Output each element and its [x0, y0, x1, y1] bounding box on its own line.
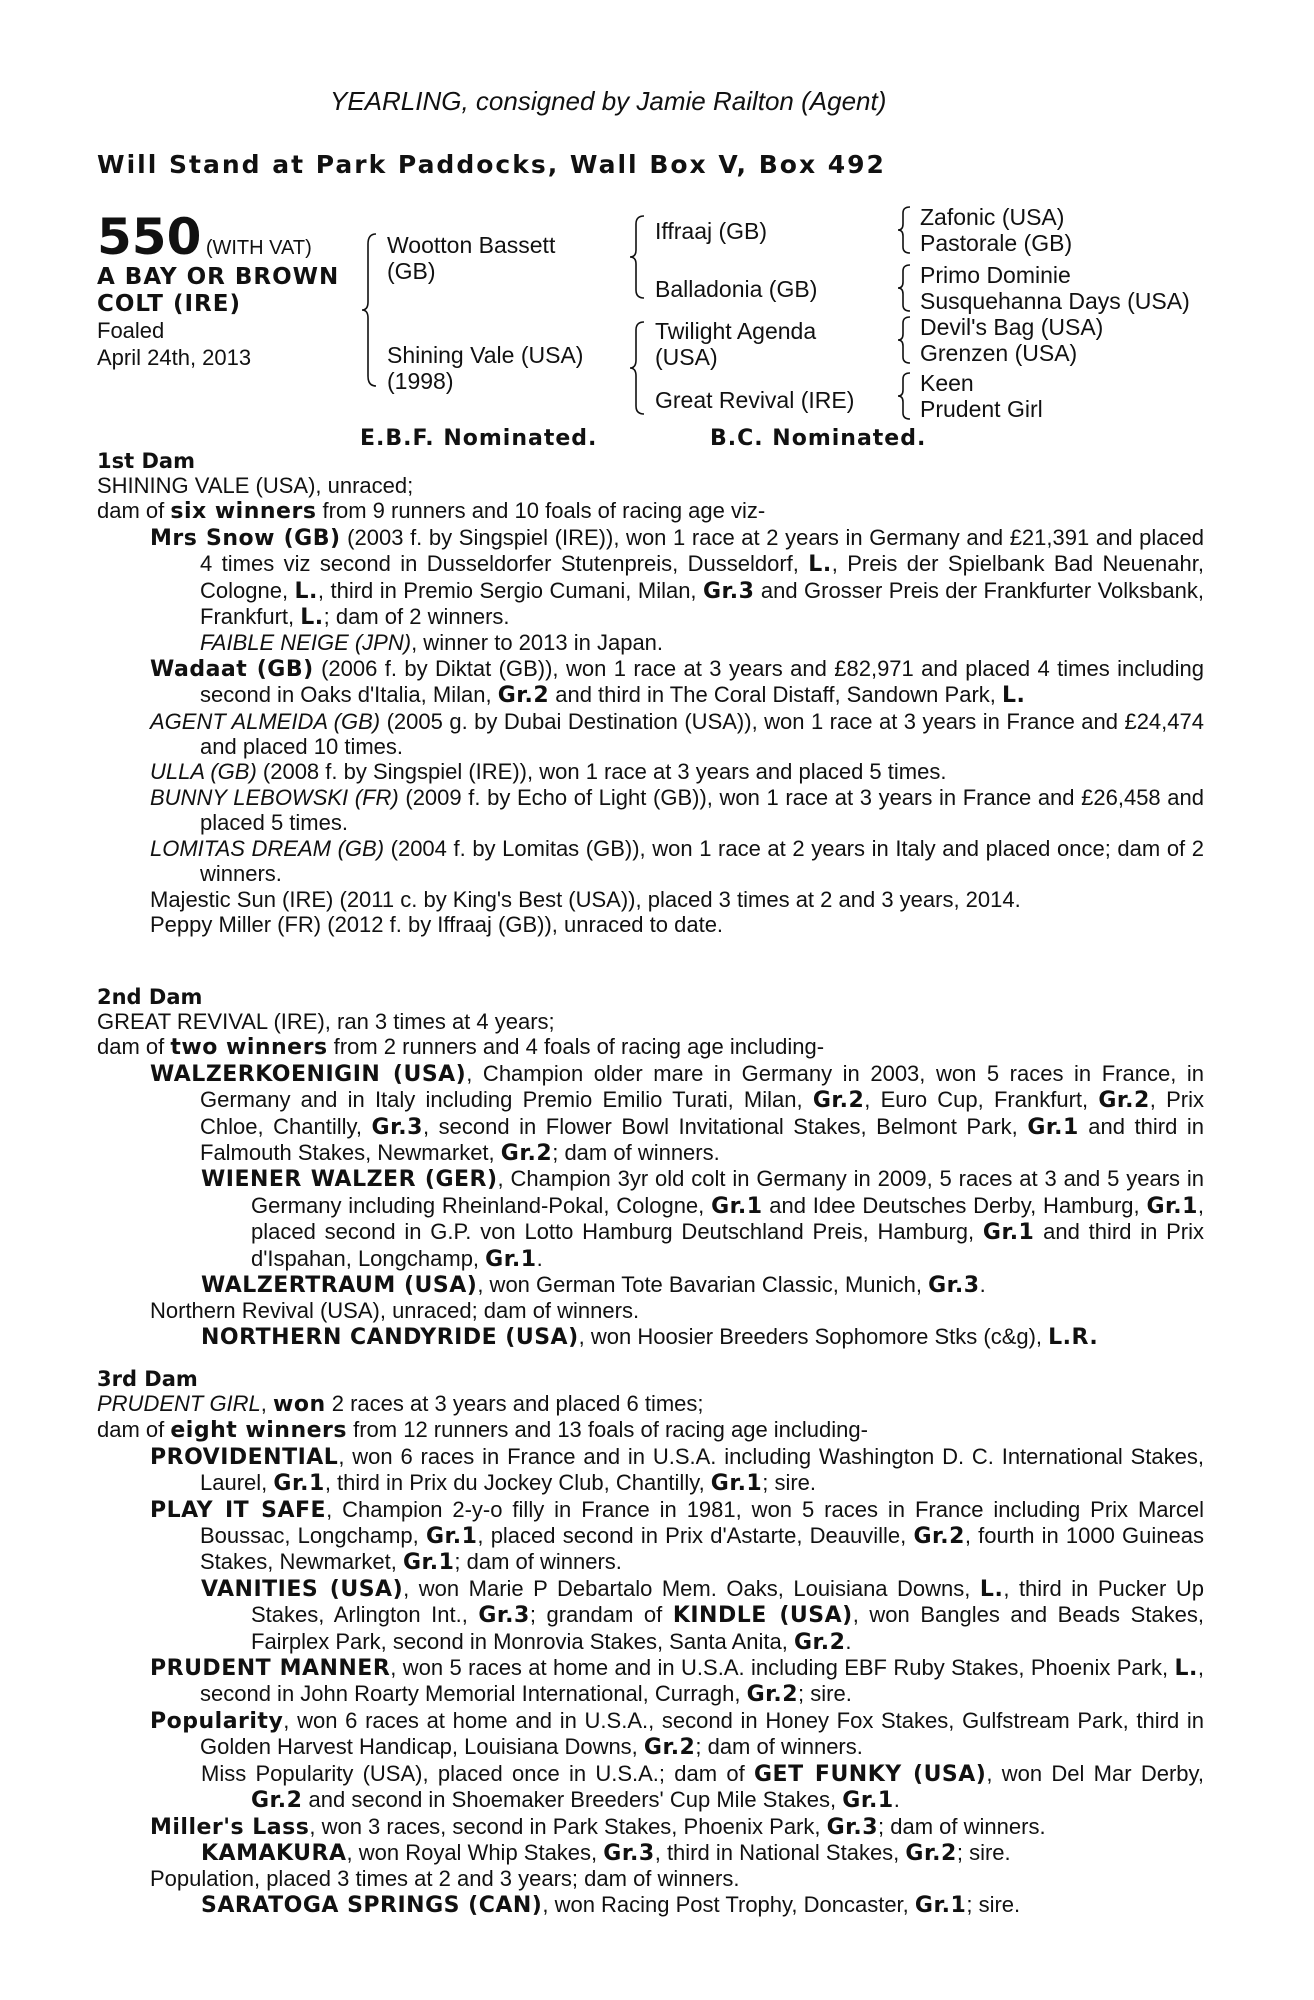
- text: .: [893, 1787, 900, 1813]
- text: , second in John Roarty Memorial International, Curragh,: [200, 1655, 1204, 1707]
- grade: Gr.1: [914, 1892, 967, 1918]
- third-dam-record: [97, 1417, 1204, 1443]
- text: (2008 f. by Singspiel (IRE)), won 1 race at 3 years and placed 5 times.: [256, 759, 947, 785]
- g3-susquehanna-days: Susquehanna Days (USA): [920, 288, 1190, 314]
- horse-name: Wadaat (GB): [150, 656, 314, 682]
- grade: L.: [1174, 1656, 1198, 1682]
- text: (2003 f. by Singspiel (IRE)), won 1 race at 2 years in Germany and £21,391 and placed 4 times viz second in Dusseldorfer Stutenpreis, Dusseldorf,: [200, 524, 1204, 577]
- sire-country: (GB): [387, 258, 436, 284]
- text: , won Royal Whip Stakes,: [346, 1839, 604, 1865]
- text: from 12 runners and 13 foals of racing age including-: [346, 1417, 868, 1443]
- progeny-wadaat: [97, 656, 1204, 709]
- text: , won Del Mar Derby,: [986, 1760, 1205, 1786]
- second-dam-heading: 2nd Dam: [97, 985, 203, 1009]
- text: , placed second in G.P. von Lotto Hamburg Deutschland Preis, Hamburg,: [251, 1192, 1204, 1245]
- progeny-popularity: [97, 1708, 1204, 1761]
- progeny-faible-neige: [97, 630, 1204, 655]
- dam-sire-country: (USA): [655, 344, 718, 370]
- second-dam-record: [97, 1034, 1204, 1060]
- text: , won 6 races at home and in U.S.A., second in Honey Fox Stakes, Gulfstream Park, third in Golden Harvest Handicap, Louisiana Downs,: [200, 1707, 1204, 1760]
- grade: Gr.2: [497, 683, 550, 709]
- third-dam-section: [97, 1367, 1204, 1918]
- text: , won 3 races, second in Park Stakes, Phoenix Park,: [309, 1813, 827, 1839]
- text: and third in Falmouth Stakes, Newmarket,: [200, 1113, 1204, 1166]
- first-dam-heading: 1st Dam: [97, 449, 195, 473]
- text: .: [536, 1245, 543, 1271]
- grade: Gr.3: [371, 1114, 423, 1140]
- foaled-label: Foaled: [97, 318, 165, 343]
- grade: L.R.: [1048, 1324, 1099, 1350]
- text: , won Bangles and Beads Stakes, Fairplex Park, second in Monrovia Stakes, Santa Anita,: [251, 1602, 1204, 1654]
- winners-count: six winners: [170, 499, 317, 525]
- text: and Grosser Preis der Frankfurter Volksbank, Frankfurt,: [200, 577, 1204, 630]
- horse-name: FAIBLE NEIGE (JPN): [200, 630, 412, 656]
- dam-year: (1998): [387, 368, 454, 394]
- progeny-ulla: [97, 759, 1204, 784]
- horse-name: VANITIES (USA): [201, 1576, 404, 1602]
- lot-description-2: COLT (IRE): [97, 291, 241, 317]
- text: , Champion 3yr old colt in Germany in 2009, 5 races at 3 and 5 years in Germany including Rheinland-Pokal, Cologne,: [251, 1166, 1204, 1218]
- progeny-prudent-manner: [97, 1655, 1204, 1708]
- dam: [387, 342, 583, 394]
- text: , won Marie P Debartalo Mem. Oaks, Louisiana Downs,: [403, 1575, 980, 1601]
- text: , Prix Chloe, Chantilly,: [200, 1087, 1204, 1139]
- progeny-population: Population, placed 3 times at 2 and 3 years; dam of winners.: [150, 1866, 740, 1892]
- horse-name: KAMAKURA: [201, 1840, 347, 1866]
- progeny-vanities: [97, 1576, 1204, 1655]
- pedigree-brace-4: [896, 204, 914, 256]
- text: ,: [260, 1391, 274, 1416]
- text: , Champion older mare in Germany in 2003, won 5 races in France, in Germany and in Italy including Premio Emilio Turati, Milan,: [200, 1060, 1204, 1113]
- progeny-walzertraum: [97, 1272, 1204, 1298]
- pedigree-brace-6: [896, 314, 914, 366]
- text: , won 6 races in France and in U.S.A. including Washington D. C. International Stakes, Laurel,: [200, 1443, 1204, 1496]
- stand-location: Will Stand at Park Paddocks, Wall Box V, Box 492: [97, 150, 886, 179]
- bc-nominated: B.C. Nominated.: [710, 426, 927, 451]
- grade: L.: [979, 1576, 1004, 1602]
- grade: Gr.2: [500, 1141, 553, 1167]
- grade: Gr.2: [812, 1088, 865, 1114]
- g3-zafonic: Zafonic (USA): [920, 204, 1065, 230]
- g3-keen: Keen: [920, 370, 974, 396]
- horse-name: WALZERTRAUM (USA): [201, 1273, 478, 1299]
- g3-pastorale: Pastorale (GB): [920, 230, 1073, 256]
- winners-count: two winners: [170, 1035, 328, 1061]
- text: ; sire.: [966, 1891, 1021, 1917]
- horse-name: Miller's Lass: [150, 1814, 310, 1840]
- grade: Gr.1: [425, 1524, 478, 1550]
- text: dam of: [97, 1417, 171, 1443]
- progeny-bunny-lebowski: [97, 785, 1204, 836]
- g3-primo-dominie: Primo Dominie: [920, 262, 1071, 288]
- text: .: [845, 1628, 852, 1654]
- horse-name: NORTHERN CANDYRIDE (USA): [201, 1324, 579, 1350]
- sire-dam: Balladonia (GB): [655, 276, 818, 302]
- text: , third in National Stakes,: [654, 1839, 906, 1865]
- text: dam of: [97, 498, 171, 524]
- text: , won Racing Post Trophy, Doncaster,: [542, 1891, 915, 1917]
- text: 2 races at 3 years and placed 6 times;: [325, 1391, 704, 1416]
- sire: [387, 232, 555, 284]
- text: ; dam of winners.: [878, 1813, 1046, 1839]
- text: , Euro Cup, Frankfurt,: [864, 1087, 1099, 1113]
- grade: Gr.1: [273, 1471, 325, 1497]
- text: (2009 f. by Echo of Light (GB)), won 1 race at 3 years in France and £26,458 and placed 5 times.: [200, 784, 1204, 836]
- dam-name: PRUDENT GIRL: [97, 1391, 261, 1416]
- text: , fourth in 1000 Guineas Stakes, Newmarket,: [200, 1523, 1204, 1575]
- text: , placed second in Prix d'Astarte, Deauville,: [477, 1523, 914, 1549]
- progeny-providential: [97, 1444, 1204, 1497]
- g3-prudent-girl: Prudent Girl: [920, 396, 1043, 422]
- sire-sire: Iffraaj (GB): [655, 218, 768, 244]
- grade: Gr.1: [711, 1193, 763, 1219]
- text: , third in Pucker Up Stakes, Arlington Int.,: [251, 1575, 1204, 1628]
- grade: Gr.1: [982, 1220, 1035, 1246]
- third-dam-name: [97, 1391, 1204, 1417]
- text: , second in Flower Bowl Invitational Stakes, Belmont Park,: [422, 1113, 1028, 1139]
- second-dam-name: GREAT REVIVAL (IRE), ran 3 times at 4 years;: [97, 1009, 555, 1034]
- grade: Gr.2: [1098, 1088, 1150, 1114]
- text: won: [273, 1392, 326, 1417]
- lot-description-1: A BAY OR BROWN: [97, 264, 340, 290]
- progeny-wiener-walzer: [97, 1166, 1204, 1272]
- horse-name: SARATOGA SPRINGS (CAN): [201, 1892, 543, 1918]
- lot-number: 550: [97, 208, 202, 266]
- pedigree-brace-1: [360, 230, 380, 390]
- horse-name: Popularity: [150, 1708, 284, 1734]
- grade: Gr.1: [402, 1550, 455, 1576]
- pedigree-brace-7: [896, 370, 914, 422]
- pedigree-brace-3: [628, 318, 648, 418]
- grade: Gr.1: [1146, 1193, 1198, 1219]
- progeny-lomitas-dream: [97, 836, 1204, 887]
- grade: Gr.2: [746, 1682, 799, 1708]
- text: , won German Tote Bavarian Classic, Munich,: [477, 1272, 929, 1298]
- horse-name: Mrs Snow (GB): [150, 525, 341, 551]
- horse-name: LOMITAS DREAM (GB): [150, 835, 385, 861]
- winners-count: eight winners: [170, 1418, 347, 1444]
- dam-dam: Great Revival (IRE): [655, 387, 855, 413]
- first-dam-section: [97, 449, 1204, 937]
- grade: L.: [1002, 683, 1026, 709]
- first-dam-name: SHINING VALE (USA), unraced;: [97, 473, 414, 498]
- progeny-walzerkoenigin: [97, 1061, 1204, 1167]
- grade: Gr.1: [842, 1788, 894, 1814]
- text: dam of: [97, 1034, 171, 1060]
- text: ; dam of winners.: [454, 1549, 622, 1575]
- progeny-peppy-miller: Peppy Miller (FR) (2012 f. by Iffraaj (GB)), unraced to date.: [150, 911, 724, 937]
- text: , Champion 2-y-o filly in France in 1981, won 5 races in France including Prix Marcel Boussac, Longchamp,: [200, 1496, 1204, 1549]
- progeny-northern-revival: Northern Revival (USA), unraced; dam of winners.: [150, 1298, 640, 1324]
- consignment-heading: YEARLING, consigned by Jamie Railton (Agent): [330, 86, 887, 116]
- progeny-play-it-safe: [97, 1497, 1204, 1576]
- text: , third in Prix du Jockey Club, Chantilly,: [324, 1470, 711, 1496]
- g3-devils-bag: Devil's Bag (USA): [920, 314, 1104, 340]
- text: Miss Popularity (USA), placed once in U.S.A.; dam of: [201, 1760, 754, 1786]
- progeny-kamakura: [97, 1840, 1204, 1866]
- grade: Gr.3: [703, 578, 755, 604]
- progeny-majestic-sun: Majestic Sun (IRE) (2011 c. by King's Best (USA)), placed 3 times at 2 and 3 years, 2014.: [150, 886, 1021, 912]
- text: (2006 f. by Diktat (GB)), won 1 race at 3 years and £82,971 and placed 4 times including second in Oaks d'Italia, Milan,: [200, 655, 1204, 708]
- grade: Gr.3: [826, 1814, 879, 1840]
- sire-name: Wootton Bassett: [387, 232, 556, 258]
- grade: Gr.1: [1027, 1114, 1079, 1140]
- text: , won Hoosier Breeders Sophomore Stks (c&g),: [578, 1323, 1049, 1349]
- text: ; sire.: [762, 1470, 817, 1496]
- text: .: [979, 1272, 986, 1298]
- grade: Gr.2: [913, 1524, 965, 1550]
- dam-sire: [655, 318, 816, 370]
- text: ; dam of winners.: [552, 1140, 720, 1166]
- horse-name: ULLA (GB): [150, 759, 257, 785]
- grade: Gr.1: [710, 1471, 763, 1497]
- text: ; sire.: [956, 1839, 1011, 1865]
- first-dam-record: [97, 498, 1204, 524]
- progeny-northern-candyride: [97, 1324, 1204, 1350]
- grade: Gr.3: [928, 1273, 980, 1299]
- text: and second in Shoemaker Breeders' Cup Mile Stakes,: [302, 1787, 843, 1813]
- grade: L.: [300, 605, 324, 631]
- grade: Gr.2: [793, 1629, 846, 1655]
- text: , third in Premio Sergio Cumani, Milan,: [317, 577, 703, 603]
- grade: Gr.3: [603, 1840, 655, 1866]
- horse-name: AGENT ALMEIDA (GB): [150, 708, 381, 734]
- text: and third in The Coral Distaff, Sandown Park,: [549, 682, 1002, 708]
- grade: Gr.2: [905, 1840, 957, 1866]
- horse-name: KINDLE (USA): [672, 1603, 853, 1629]
- horse-name: WIENER WALZER (GER): [201, 1167, 498, 1193]
- text: (2005 g. by Dubai Destination (USA)), won 1 race at 3 years in France and £24,474 and placed 10 times.: [200, 708, 1204, 760]
- text: , Preis der Spielbank Bad Neuenahr, Cologne,: [200, 551, 1204, 603]
- text: ; dam of winners.: [695, 1734, 863, 1760]
- progeny-mrs-snow: [97, 525, 1204, 631]
- grade: L.: [294, 578, 318, 604]
- text: (2004 f. by Lomitas (GB)), won 1 race at 2 years in Italy and placed once; dam of 2 winners.: [200, 835, 1204, 887]
- text: ; sire.: [798, 1681, 852, 1707]
- text: , winner to 2013 in Japan.: [411, 630, 664, 656]
- text: and third in Prix d'Ispahan, Longchamp,: [251, 1219, 1205, 1271]
- grade: L.: [808, 552, 832, 578]
- text: from 2 runners and 4 foals of racing age including-: [327, 1034, 825, 1060]
- pedigree-brace-2: [628, 212, 648, 302]
- grade: Gr.2: [643, 1735, 696, 1761]
- ebf-nominated: E.B.F. Nominated.: [360, 426, 598, 451]
- progeny-agent-almeida: [97, 709, 1204, 760]
- foaled-date: April 24th, 2013: [97, 345, 252, 370]
- progeny-millers-lass: [97, 1814, 1204, 1840]
- horse-name: GET FUNKY (USA): [754, 1761, 987, 1787]
- horse-name: PLAY IT SAFE: [150, 1497, 327, 1523]
- grade: Gr.2: [251, 1788, 303, 1814]
- text: from 9 runners and 10 foals of racing age viz-: [316, 498, 766, 524]
- horse-name: WALZERKOENIGIN (USA): [150, 1061, 467, 1087]
- third-dam-heading: 3rd Dam: [97, 1367, 198, 1391]
- text: and Idee Deutsches Derby, Hamburg,: [762, 1192, 1147, 1218]
- dam-sire-name: Twilight Agenda: [655, 318, 817, 344]
- text: ; grandam of: [529, 1602, 673, 1628]
- second-dam-section: [97, 985, 1204, 1350]
- progeny-saratoga-springs: [97, 1892, 1204, 1918]
- horse-name: BUNNY LEBOWSKI (FR): [150, 784, 399, 810]
- g3-grenzen: Grenzen (USA): [920, 340, 1078, 366]
- progeny-miss-popularity: [97, 1761, 1204, 1814]
- horse-name: PRUDENT MANNER: [150, 1656, 391, 1682]
- vat-note: (WITH VAT): [205, 237, 312, 259]
- text: , won 5 races at home and in U.S.A. including EBF Ruby Stakes, Phoenix Park,: [390, 1655, 1175, 1681]
- pedigree-brace-5: [896, 262, 914, 314]
- grade: Gr.3: [478, 1603, 530, 1629]
- lot-number-row: [97, 208, 312, 266]
- text: ; dam of 2 winners.: [323, 604, 510, 630]
- dam-name: Shining Vale (USA): [387, 342, 584, 368]
- grade: Gr.1: [485, 1246, 537, 1272]
- horse-name: PROVIDENTIAL: [150, 1444, 339, 1470]
